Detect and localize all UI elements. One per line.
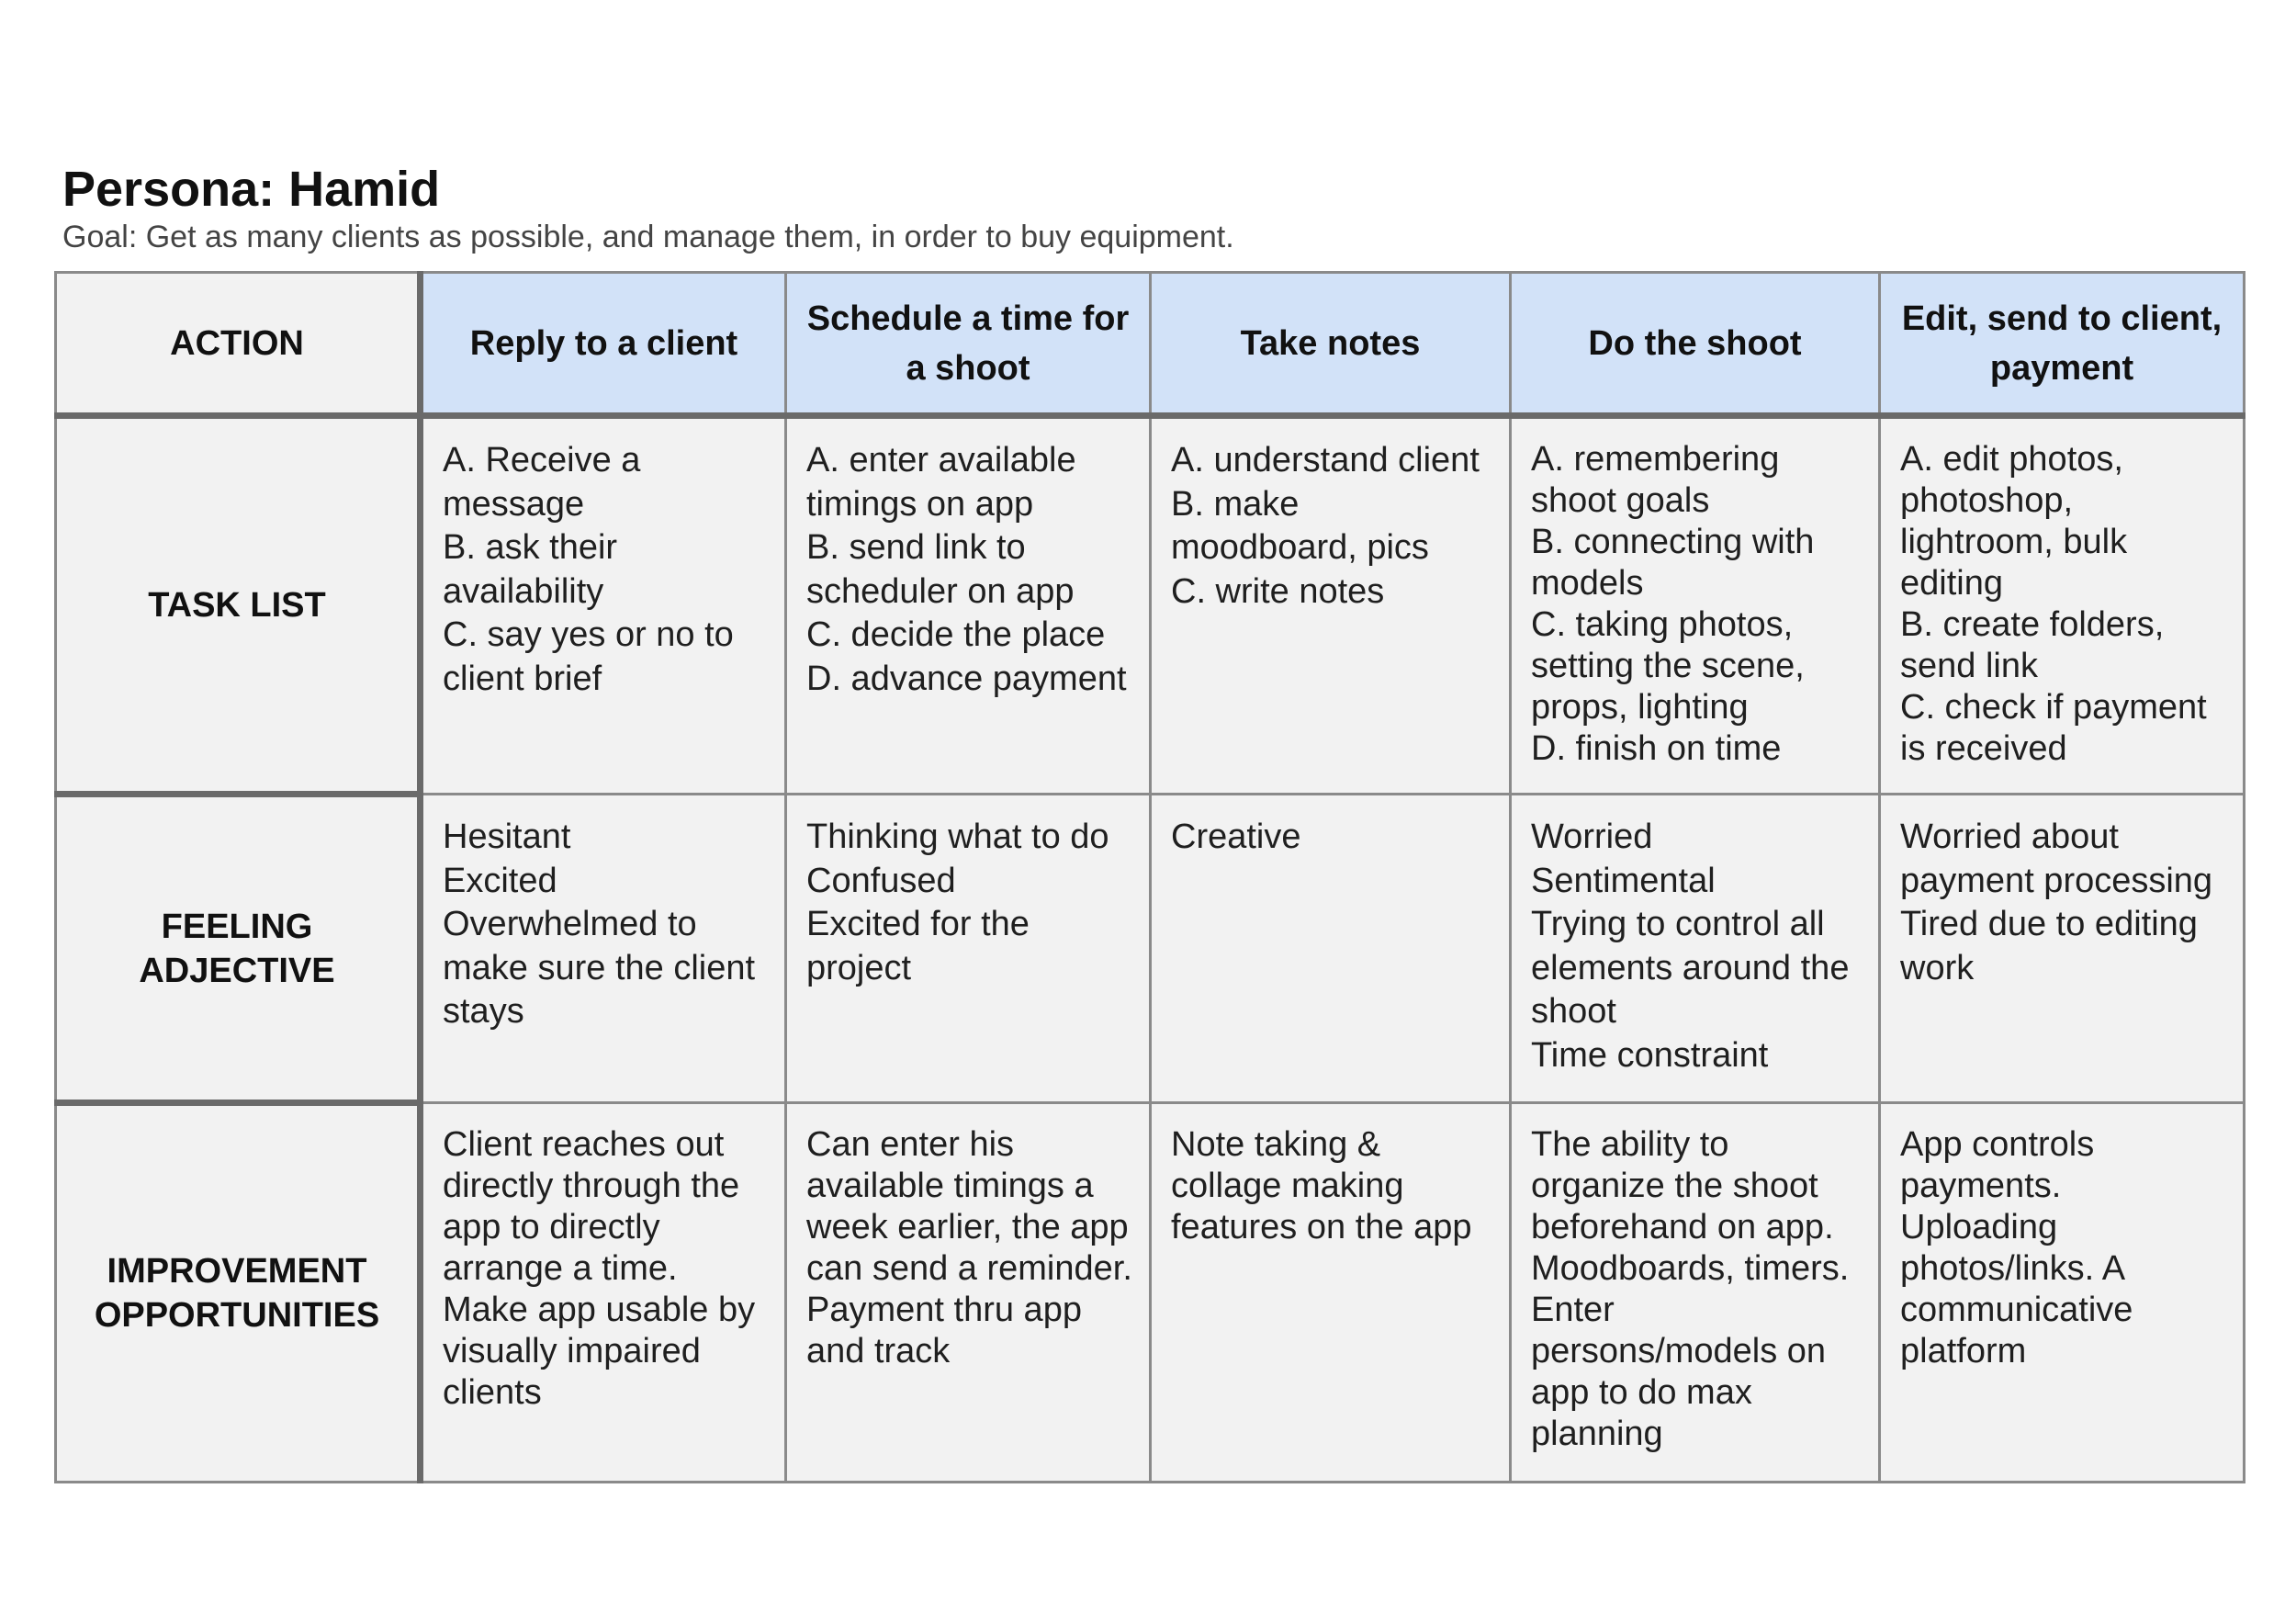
feeling-shoot-text: Worried Sentimental Trying to control all elements around the shoot Time constraint	[1531, 818, 1850, 1075]
stage-header-cell	[421, 273, 786, 416]
feeling-edit-text: Worried about payment processing Tired due to editing work	[1900, 818, 2213, 987]
improve-notes-text: Note taking & collage making features on the app	[1171, 1125, 1472, 1246]
feeling-row	[56, 795, 2245, 1103]
table-cell	[1880, 416, 2245, 795]
row-header-cell	[56, 416, 421, 795]
feeling-label: FEELING ADJECTIVE	[139, 907, 335, 990]
stage-header-cell	[786, 273, 1151, 416]
improvement-label: IMPROVEMENT OPPORTUNITIES	[94, 1252, 380, 1335]
feeling-reply-text: Hesitant Excited Overwhelmed to make sure the client stays	[443, 818, 756, 1031]
row-header-cell	[56, 795, 421, 1103]
stage-header-shoot: Do the shoot	[1588, 323, 1802, 363]
table-cell	[1151, 795, 1511, 1103]
task-edit-text: A. edit photos, photoshop, lightroom, bulk editing B. create folders, send link C. check if payment is received	[1900, 440, 2207, 768]
journey-map-table	[54, 271, 2245, 1483]
table-cell	[421, 1103, 786, 1483]
stage-header-cell	[1151, 273, 1511, 416]
task-schedule-text: A. enter available timings on app B. send link to scheduler on app C. decide the place D. advance payment	[806, 441, 1127, 698]
persona-goal: Goal: Get as many clients as possible, and manage them, in order to buy equipment.	[62, 220, 1234, 254]
table-cell	[1151, 1103, 1511, 1483]
persona-title: Persona: Hamid	[62, 162, 441, 217]
improve-edit-text: App controls payments. Uploading photos/links. A communicative platform	[1900, 1125, 2133, 1370]
stage-header-schedule: Schedule a time for a shoot	[806, 299, 1130, 388]
improve-schedule-text: Can enter his available timings a week earlier, the app can send a reminder. Payment thru app and track	[806, 1125, 1132, 1370]
stage-header-edit: Edit, send to client, payment	[1901, 299, 2223, 388]
task-list-label: TASK LIST	[148, 585, 326, 625]
table-cell	[786, 795, 1151, 1103]
task-list-row	[56, 416, 2245, 795]
improvement-row	[56, 1103, 2245, 1483]
task-reply-text: A. Receive a message B. ask their availability C. say yes or no to client brief	[443, 441, 734, 698]
task-notes-text: A. understand client B. make moodboard, pics C. write notes	[1171, 441, 1480, 611]
table-cell	[786, 416, 1151, 795]
stage-header-row	[56, 273, 2245, 416]
table-cell	[1511, 416, 1880, 795]
stage-header-cell	[1511, 273, 1880, 416]
table-cell	[1151, 416, 1511, 795]
task-shoot-text: A. remembering shoot goals B. connecting with models C. taking photos, setting the scene, props, lighting D. finish on time	[1531, 440, 1815, 768]
table-cell	[421, 416, 786, 795]
table-cell	[421, 795, 786, 1103]
feeling-notes-text: Creative	[1171, 818, 1301, 856]
improve-shoot-text: The ability to organize the shoot beforehand on app. Moodboards, timers. Enter persons/models on app to do max planning	[1531, 1125, 1850, 1453]
table-cell	[1880, 795, 2245, 1103]
table-cell	[1880, 1103, 2245, 1483]
corner-cell	[56, 273, 421, 416]
table-cell	[1511, 1103, 1880, 1483]
feeling-schedule-text: Thinking what to do Confused Excited for the project	[806, 818, 1109, 987]
table-cell	[1511, 795, 1880, 1103]
stage-header-cell	[1880, 273, 2245, 416]
improve-reply-text: Client reaches out directly through the app to directly arrange a time. Make app usable by visually impaired clients	[443, 1125, 756, 1412]
stage-header-notes: Take notes	[1240, 323, 1421, 363]
row-header-cell	[56, 1103, 421, 1483]
action-label: ACTION	[170, 323, 304, 363]
stage-header-reply: Reply to a client	[469, 323, 738, 363]
table-cell	[786, 1103, 1151, 1483]
